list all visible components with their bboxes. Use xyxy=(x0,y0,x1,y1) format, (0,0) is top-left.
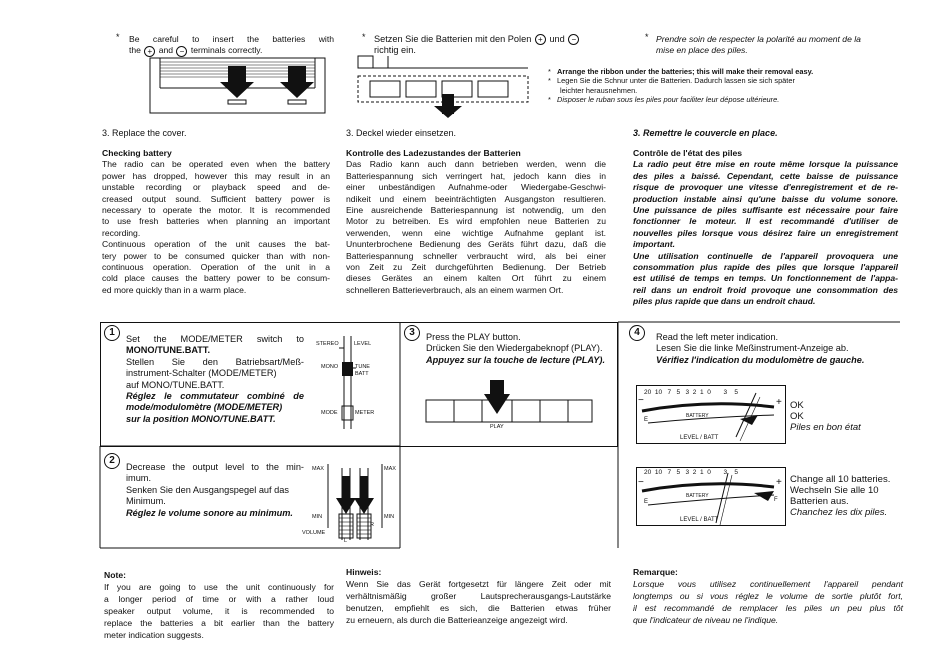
text-line: Continuous operation of the unit causes the bat- xyxy=(102,239,330,250)
text: auf MONO/TUNE.BATT. xyxy=(126,379,225,390)
polarity-note-en xyxy=(129,34,334,57)
right-channel-label: R xyxy=(370,522,374,528)
text-line: von Zeit zu Zeit durchgeführten Bedienung. Der Betrieb xyxy=(346,262,606,273)
text-line: power has dropped, however this may result in an xyxy=(102,170,330,181)
level-meter-change xyxy=(636,467,786,527)
max-label-left: MAX xyxy=(312,466,324,472)
text-line: que l'indicateur de niveau ne l'indique. xyxy=(633,615,779,625)
e-mark: E xyxy=(644,499,649,505)
text-line: ed more quickly than in a warm place. xyxy=(102,284,247,295)
note-title: Hinweis: xyxy=(346,567,382,577)
replace-cover-en: 3. Replace the cover. xyxy=(102,128,187,138)
text: Disposer le ruban sous les piles pour faciliter leur dépose ultérieure. xyxy=(557,95,780,105)
text-line: risque de provoquer une vitesse d'enregistrement et de re- xyxy=(633,182,898,193)
battery-ribbon-illustration xyxy=(358,56,538,116)
change-de-2: Batterien aus. xyxy=(790,496,849,507)
paragraph xyxy=(102,159,330,296)
mode-label: MODE xyxy=(321,410,338,416)
plus-sign: + xyxy=(776,397,782,408)
text-line: Batteriespannung schneller verbraucht wird, als bei einer xyxy=(346,250,606,261)
text-line: creased output sound. Sufficient battery power is xyxy=(102,193,330,204)
step-number-4: 4 xyxy=(629,325,645,341)
text-line: schnelleren Batterieverbrauch, als an einem warmen Ort. xyxy=(346,284,564,295)
polarity-fr-line1: Prendre soin de respecter la polarité au moment de la xyxy=(656,34,861,44)
ok-fr: Piles en bon état xyxy=(790,422,861,433)
text: Read the left meter indication. xyxy=(656,332,779,342)
text-line: The radio can be operated even when the battery xyxy=(102,159,330,170)
text: Réglez le volume sonore au minimum. xyxy=(126,507,293,518)
text: terminals correctly. xyxy=(190,45,263,56)
text: instrument-Schalter (MODE/METER) xyxy=(126,368,277,379)
note-fr xyxy=(633,566,903,626)
ribbon-note-en: * Arrange the ribbon under the batteries; this will make their removal easy. xyxy=(548,67,814,76)
bullet: * xyxy=(116,32,120,42)
text-line: Ununterbrochene Bedienung des Geräts führt dazu, daß die xyxy=(346,239,606,250)
note-title: Remarque: xyxy=(633,567,678,577)
step-4-text xyxy=(656,332,896,366)
text: Vérifiez l'indication du modulomètre de gauche. xyxy=(656,354,865,365)
battery-label: BATTERY xyxy=(686,493,709,499)
text-line: verwenden, wenn eine wichtige Aufnahme geplant ist. xyxy=(346,227,606,238)
text-line: Motor zu betreiben. Es wird empfohlen neue Batterien zu xyxy=(346,216,606,227)
text: Senken Sie den Ausgangspegel auf das xyxy=(126,484,289,495)
text: Réglez le commutateur combiné de xyxy=(126,391,304,402)
text-line: consommation plus rapide des piles que lorsque l'appareil xyxy=(633,262,898,273)
text-line: zu erneuern, als durch die Batterieanzeige angezeigt wird. xyxy=(346,615,568,625)
text: Lesen Sie die linke Meßinstrument-Anzeige ab. xyxy=(656,343,849,354)
text-line: necessary to operate the motor. It is recommended xyxy=(102,205,330,216)
ribbon-note-fr: * Disposer le ruban sous les piles pour faciliter leur dépose ultérieure. xyxy=(548,95,780,105)
text-line: If you are going to use the unit continuously for xyxy=(104,582,334,592)
text: Legen Sie die Schnur unter die Batterien. Dadurch lassen sie sich später xyxy=(557,76,795,86)
text-line: Batteriespannung sich verringert hat, jedoch kann dies in xyxy=(346,170,606,181)
text: the xyxy=(129,45,141,56)
text-line: piles plus rapide que dans un endroit chaud. xyxy=(633,296,816,307)
text: imum. xyxy=(126,473,152,484)
text-line: reil dans un endroit froid provoque une consommation des xyxy=(633,284,898,295)
text-line: tery power to be consumed quicker than with non- xyxy=(102,250,330,261)
mono-label: MONO xyxy=(321,364,339,370)
text: Stellen Sie den Batriebsart/Meß- xyxy=(126,356,304,367)
text-line: Das Radio kann auch dann betrieben werden, wenn die xyxy=(346,159,606,170)
text: Setzen Sie die Batterien mit den Polen xyxy=(374,34,532,44)
replace-cover-fr: 3. Remettre le couvercle en place. xyxy=(633,128,778,138)
plus-sign: + xyxy=(776,477,782,488)
text: Appuyez sur la touche de lecture (PLAY). xyxy=(426,354,606,365)
text: mode/modulomètre (MODE/METER) xyxy=(126,402,283,413)
text: Drücken Sie den Wiedergabeknopf (PLAY). xyxy=(426,343,603,354)
ribbon-note-de: * Legen Sie die Schnur unter die Batterien. Dadurch lassen sie sich später xyxy=(548,76,795,86)
polarity-de-line1 xyxy=(374,34,634,45)
text-line: production instable ainsi qu'une baisse du volume sonore. xyxy=(633,193,898,204)
f-mark: F xyxy=(774,497,778,503)
text-line: Une puissance de piles suffisante est nécessaire pour faire xyxy=(633,205,898,216)
polarity-note-de xyxy=(374,34,634,57)
text: Set the MODE/METER switch to xyxy=(126,334,304,344)
stereo-label: STEREO xyxy=(316,341,339,347)
play-label: PLAY xyxy=(490,424,504,430)
bullet: * xyxy=(645,32,649,42)
meter-scale: 20 10 7 5 3 2 1 0 3 5 xyxy=(644,469,738,476)
meter-label: METER xyxy=(355,410,375,416)
level-meter-ok xyxy=(636,385,786,445)
text-line: continuous operation. Operation of the unit in a xyxy=(102,262,330,273)
text-line: il est recommandé de remplacer les piles un peu plus tôt xyxy=(633,603,903,613)
text-line: important. xyxy=(633,239,676,250)
text: MONO/TUNE.BATT. xyxy=(126,345,211,356)
step-number-1: 1 xyxy=(104,325,120,341)
text-line: speaker output volume, it is recommended to xyxy=(104,606,334,616)
ok-de: OK xyxy=(790,411,804,422)
polarity-en-line1: Be careful to insert the batteries with xyxy=(129,34,334,44)
text-line: Lorsque vous utilisez continuellement l'appareil pendant xyxy=(633,579,903,589)
text-line: Eine ausreichende Batteriespannung ist notwendig, um den xyxy=(346,205,606,216)
level-label: LEVEL xyxy=(354,341,372,347)
text: und xyxy=(549,34,565,44)
minus-sign: − xyxy=(638,477,644,488)
note-body xyxy=(104,581,334,641)
text: Minimum. xyxy=(126,496,166,507)
text-line: longtemps ou si vous réglez le volume de sortie plutôt fort, xyxy=(633,591,903,601)
polarity-fr-line2: mise en place des piles. xyxy=(656,45,748,56)
text-line: recording. xyxy=(102,227,141,238)
text-line: unstable recording or playback speed and de- xyxy=(102,182,330,193)
step-number-3: 3 xyxy=(404,325,420,341)
minus-sign: − xyxy=(638,395,644,406)
text-line: dieses Gerätes an einem kalten Ort führt zu einem xyxy=(346,273,606,284)
replace-cover-de: 3. Deckel wieder einsetzen. xyxy=(346,128,457,138)
text-line: meter indication suggests. xyxy=(104,630,204,640)
text-line: replace the batteries a bit earlier than the battery xyxy=(104,618,334,628)
text-line: La radio peut être mise en route même lorsque la puissance xyxy=(633,159,898,170)
text: sur la position MONO/TUNE.BATT. xyxy=(126,413,276,424)
change-en: Change all 10 batteries. xyxy=(790,474,891,485)
paragraph xyxy=(633,159,898,307)
text: Decrease the output level to the min- xyxy=(126,462,304,472)
note-body xyxy=(346,578,611,626)
section-heading: Kontrolle des Ladezustandes der Batterien xyxy=(346,148,521,158)
change-de: Wechseln Sie alle 10 xyxy=(790,485,879,496)
text-line: benutzen, empfiehlt es sich, die Batterien etwas früher xyxy=(346,603,611,613)
minus-terminal-symbol: − xyxy=(176,46,187,57)
meter-ok-result xyxy=(790,400,861,433)
note-body xyxy=(633,578,903,626)
step-number-2: 2 xyxy=(104,453,120,469)
step-1-text xyxy=(126,334,304,425)
section-heading: Contrôle de l'état des piles xyxy=(633,148,743,158)
text-line: einer unbeständigen Aufnahme-oder Wiedergabe-Geschwi- xyxy=(346,182,606,193)
polarity-note-fr xyxy=(656,34,896,57)
note-title: Note: xyxy=(104,570,126,580)
minus-terminal-symbol: − xyxy=(568,34,579,45)
text-line: ndikeit und einem beeinträchtigten Ausgangston resultieren. xyxy=(346,193,606,204)
min-label-left: MIN xyxy=(312,514,323,520)
volume-slider-illustration xyxy=(302,458,400,550)
text-line: nouvelles piles lorsque vous désirez faire un enregistrement xyxy=(633,227,898,238)
level-batt-label: LEVEL / BATT xyxy=(680,517,719,523)
text-line: verhältnismäßig großer Lautsprecherausgangs-Lautstärke xyxy=(346,591,611,601)
change-fr: Chanchez les dix piles. xyxy=(790,507,888,518)
play-button-illustration xyxy=(424,378,594,438)
plus-terminal-symbol: + xyxy=(144,46,155,57)
note-en xyxy=(104,569,334,641)
note-de xyxy=(346,566,611,626)
e-mark: E xyxy=(644,417,649,423)
text-line: des piles a baissé. Cependant, cette baisse de puissance xyxy=(633,170,898,181)
bullet: * xyxy=(362,32,366,42)
level-batt-label: LEVEL / BATT xyxy=(680,435,719,441)
batt-label: BATT xyxy=(355,371,369,377)
ribbon-note-de-line2: leichter herausnehmen. xyxy=(560,85,638,95)
min-label-right: MIN xyxy=(384,514,395,520)
mode-meter-switch-illustration xyxy=(314,334,394,434)
text-line: Wenn Sie das Gerät fortgesetzt für längere Zeit oder mit xyxy=(346,579,611,589)
text: and xyxy=(158,45,174,56)
volume-label: VOLUME xyxy=(302,530,326,536)
step-3-text xyxy=(426,332,616,366)
text: Arrange the ribbon under the batteries; this will make their removal easy. xyxy=(557,67,814,76)
text-line: Une utilisation continuelle de l'appareil provoquera une xyxy=(633,250,898,261)
ribbon-notes xyxy=(548,67,928,105)
text-line: a longer period of time or with a rather loud xyxy=(104,594,334,604)
section-heading: Checking battery xyxy=(102,148,172,158)
polarity-en-line2 xyxy=(129,45,334,56)
step-2-text xyxy=(126,462,304,519)
paragraph xyxy=(346,159,606,296)
text-line: fonctionner le moteur. Il est recommandé d'utiliser de xyxy=(633,216,898,227)
battery-compartment-illustration xyxy=(150,58,330,118)
checking-battery-en xyxy=(102,148,330,296)
tune-label: TUNE xyxy=(355,364,370,370)
checking-battery-de xyxy=(346,148,606,296)
max-label-right: MAX xyxy=(384,466,396,472)
text-line: est utilisé de temps en temps. Un fonctionnement de l'appa- xyxy=(633,273,898,284)
checking-battery-fr xyxy=(633,148,898,308)
battery-label: BATTERY xyxy=(686,413,709,419)
text: Press the PLAY button. xyxy=(426,332,521,342)
left-channel-label: L xyxy=(344,538,348,544)
plus-terminal-symbol: + xyxy=(535,34,546,45)
meter-change-result xyxy=(790,474,900,518)
text-line: cold place causes the battery power to be consum- xyxy=(102,273,330,284)
ok-en: OK xyxy=(790,400,804,411)
polarity-de-line2: richtig ein. xyxy=(374,45,416,56)
meter-scale: 20 10 7 5 3 2 1 0 3 5 xyxy=(644,389,738,396)
text-line: to use fresh batteries when planning an important xyxy=(102,216,330,227)
